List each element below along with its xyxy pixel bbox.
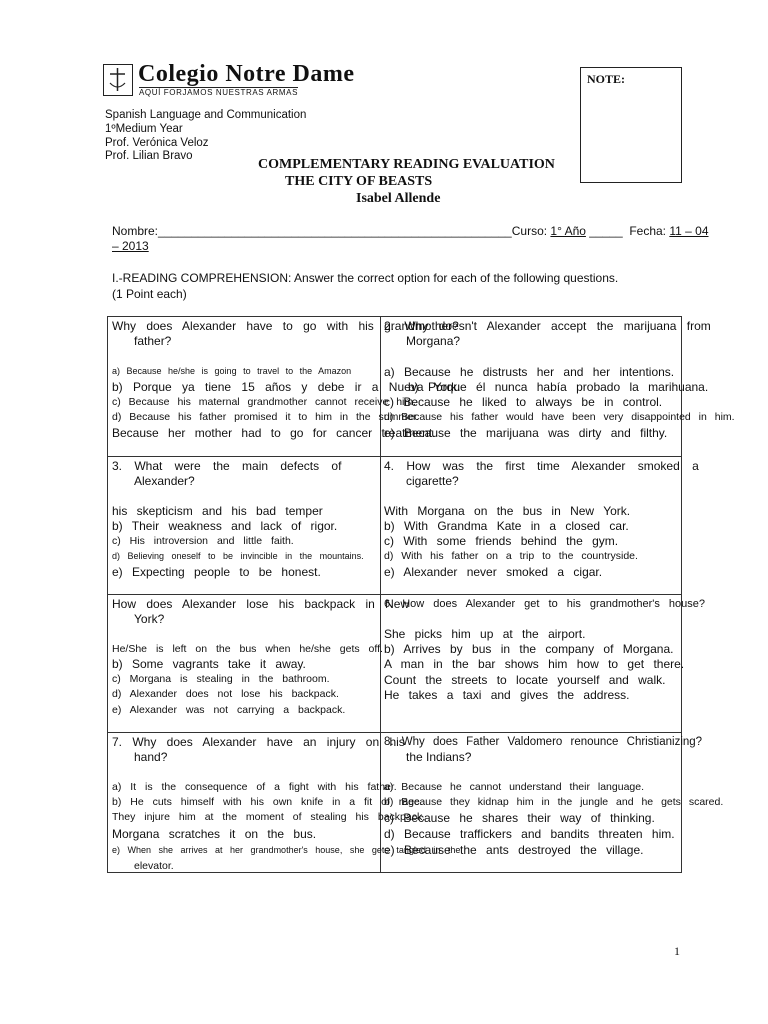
row-divider: [108, 456, 681, 457]
option-2b: b) Porque él nunca había probado la marihuana.: [408, 380, 709, 394]
instructions-line-2: (1 Point each): [112, 287, 187, 301]
question-5-cont: York?: [134, 612, 165, 626]
option-6c: A man in the bar shows him how to get there.: [384, 657, 685, 671]
option-5a: He/She is left on the bus when he/she gets off.: [112, 643, 383, 655]
question-7-cont: hand?: [134, 750, 168, 764]
evaluation-title: COMPLEMENTARY READING EVALUATION: [258, 157, 555, 172]
question-4: 4. How was the first time Alexander smoked a: [384, 459, 699, 473]
fecha-year: – 2013: [112, 239, 149, 253]
teacher-line-1: Prof. Verónica Veloz: [105, 137, 209, 149]
question-8-cont: the Indians?: [406, 750, 472, 764]
nombre-field[interactable]: _____________________________________________________: [158, 224, 512, 238]
question-4-cont: cigarette?: [406, 474, 459, 488]
option-5d: d) Alexander does not lose his backpack.: [112, 688, 339, 700]
option-4d: d) With his father on a trip to the countryside.: [384, 550, 638, 562]
option-7e-cont: elevator.: [134, 860, 174, 872]
option-1d: d) Because his father promised it to him in the summer.: [112, 411, 419, 423]
question-8: 8. Why does Father Valdomero renounce Christianizing?: [384, 736, 703, 748]
option-4e: e) Alexander never smoked a cigar.: [384, 565, 603, 579]
question-1: Why does Alexander have to go with his grandmother?: [112, 319, 459, 333]
option-7b: b) He cuts himself with his own knife in a fit of rage.: [112, 796, 423, 808]
option-5e: e) Alexander was not carrying a backpack.: [112, 704, 346, 716]
fecha-label: Fecha:: [629, 224, 666, 238]
book-title: THE CITY OF BEASTS: [285, 174, 433, 189]
option-8b: b) Because they kidnap him in the jungle and he gets scared.: [384, 796, 724, 808]
option-8c: c) Because he shares their way of thinking.: [384, 811, 655, 825]
option-6a: She picks him up at the airport.: [384, 627, 586, 641]
option-4b: b) With Grandma Kate in a closed car.: [384, 519, 629, 533]
row-divider: [108, 732, 681, 733]
option-8e: e) Because the ants destroyed the village.: [384, 843, 644, 857]
option-3a: his skepticism and his bad temper: [112, 504, 323, 518]
question-7: 7. Why does Alexander have an injury on his: [112, 735, 405, 749]
option-8d: d) Because traffickers and bandits threaten him.: [384, 827, 675, 841]
school-name: Colegio Notre Dame: [138, 61, 355, 87]
option-6b: b) Arrives by bus in the company of Morgana.: [384, 642, 674, 656]
question-2: 2. Why doesn't Alexander accept the marijuana from: [384, 319, 711, 333]
option-1e: Because her mother had to go for cancer treatment.: [112, 426, 436, 440]
questions-table: [107, 316, 735, 873]
form-line: [112, 224, 709, 239]
instructions-line-1: I.-READING COMPREHENSION: Answer the correct option for each of the following questions.: [112, 271, 619, 285]
curso-value: 1° Año: [550, 224, 586, 238]
school-crest-icon: [103, 64, 133, 96]
curso-label: Curso:: [511, 224, 548, 238]
option-7a: a) It is the consequence of a fight with his father.: [112, 781, 397, 793]
option-3b: b) Their weakness and lack of rigor.: [112, 519, 338, 533]
question-6: 6. How does Alexander get to his grandmother's house?: [384, 598, 705, 610]
question-2-cont: Morgana?: [406, 334, 461, 348]
option-3d: d) Believing oneself to be invincible in the mountains.: [112, 551, 364, 561]
curso-field[interactable]: _____: [589, 224, 623, 238]
question-3: 3. What were the main defects of: [112, 459, 342, 473]
option-4c: c) With some friends behind the gym.: [384, 534, 619, 548]
school-motto: AQUÍ FORJAMOS NUESTRAS ARMAS: [139, 88, 299, 97]
option-6e: He takes a taxi and gives the address.: [384, 688, 630, 702]
nombre-label: Nombre:: [112, 224, 159, 238]
note-label: NOTE:: [587, 72, 626, 86]
option-3e: e) Expecting people to be honest.: [112, 565, 321, 579]
row-divider: [108, 594, 681, 595]
option-7d: Morgana scratches it on the bus.: [112, 827, 317, 841]
teacher-line-2: Prof. Lilian Bravo: [105, 150, 193, 162]
subject-line: Spanish Language and Communication: [105, 109, 307, 121]
option-2a: a) Because he distrusts her and her intentions.: [384, 365, 675, 379]
option-2e: e) Because the marijuana was dirty and filthy.: [384, 426, 668, 440]
option-4a: With Morgana on the bus in New York.: [384, 504, 631, 518]
option-1b: b) Porque ya tiene 15 años y debe ir a Nueva York.: [112, 380, 461, 394]
option-8a: a) Because he cannot understand their language.: [384, 781, 645, 793]
question-1-cont: father?: [134, 334, 172, 348]
option-1c: c) Because his maternal grandmother cannot receive him.: [112, 396, 417, 408]
option-2c: c) Because he liked to always be in control.: [384, 395, 663, 409]
option-5c: c) Morgana is stealing in the bathroom.: [112, 673, 330, 685]
year-line: 1ºMedium Year: [105, 123, 183, 135]
option-3c: c) His introversion and little faith.: [112, 535, 294, 547]
option-7e: e) When she arrives at her grandmother's house, she gets tangled in the: [112, 845, 461, 855]
page-number: 1: [674, 944, 680, 958]
author-title: Isabel Allende: [356, 191, 441, 206]
option-7c: They injure him at the moment of stealing his backpack.: [112, 811, 426, 823]
option-5b: b) Some vagrants take it away.: [112, 657, 306, 671]
question-3-cont: Alexander?: [134, 474, 195, 488]
option-6d: Count the streets to locate yourself and walk.: [384, 673, 666, 687]
option-2d: d) Because his father would have been very disappointed in him.: [384, 411, 735, 423]
fecha-value: 11 – 04: [669, 224, 709, 238]
option-1a: a) Because he/she is going to travel to the Amazon: [112, 366, 352, 376]
question-5: How does Alexander lose his backpack in New: [112, 597, 410, 611]
